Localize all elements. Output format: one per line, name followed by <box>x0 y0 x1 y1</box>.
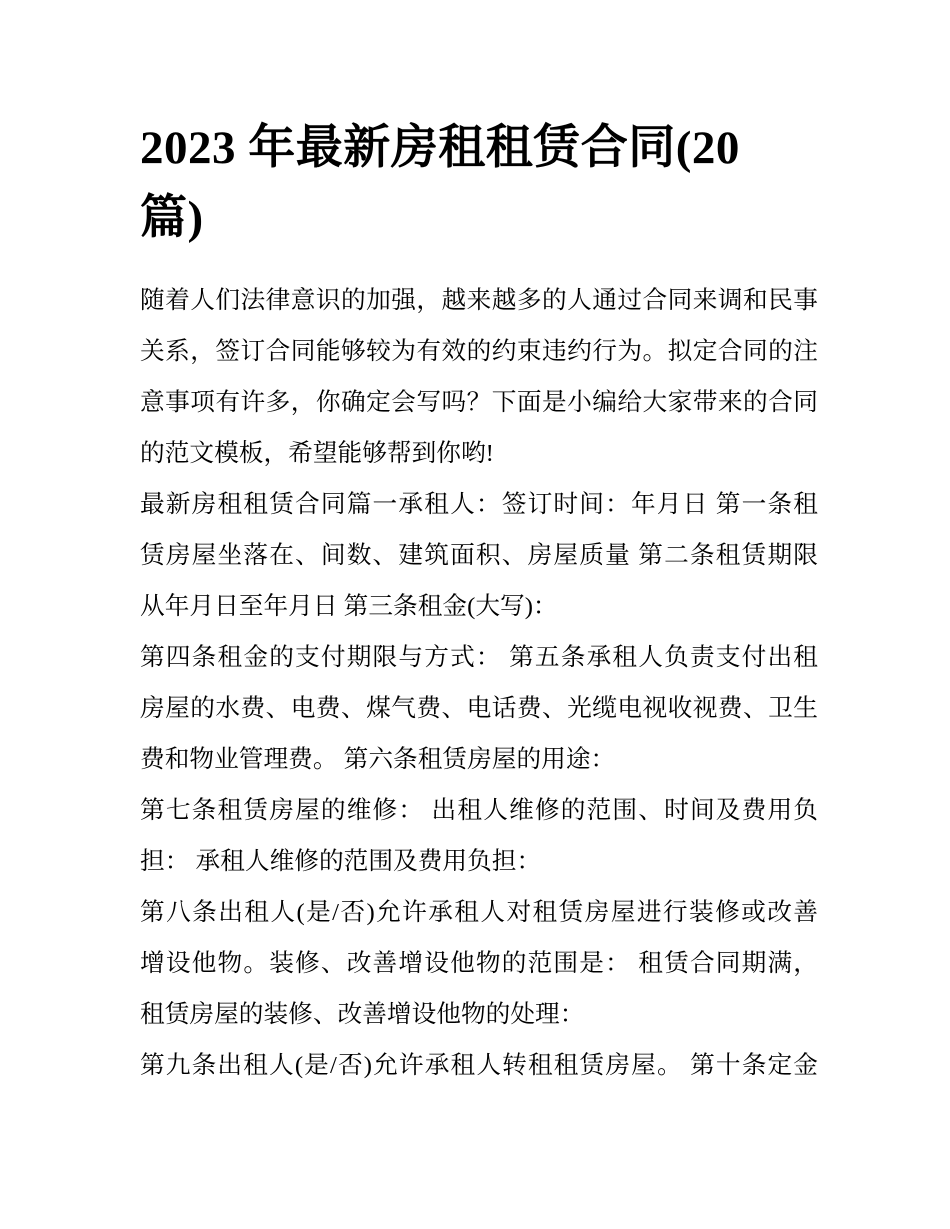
document-title <box>140 113 818 253</box>
text-line: 关系，签订合同能够较为有效的约束违约行为。拟定合同的注 <box>140 338 818 365</box>
text-line: 担： 承租人维修的范围及费用负担： <box>140 848 542 875</box>
text-line: 赁房屋坐落在、间数、建筑面积、房屋质量 第二条租赁期限 <box>140 542 818 569</box>
title-line-2: 篇) <box>140 192 204 244</box>
text-line: 最新房租租赁合同篇一承租人：签订时间：年月日 第一条租 <box>140 491 818 518</box>
paragraph-articles-1-3 <box>140 479 818 632</box>
text-line: 第九条出租人(是/否)允许承租人转租租赁房屋。 第十条定金 <box>140 1052 818 1079</box>
document-body <box>140 275 818 1091</box>
text-line: 从年月日至年月日 第三条租金(大写)： <box>140 593 558 620</box>
text-line: 的范文模板，希望能够帮到你哟! <box>140 440 494 467</box>
text-line: 增设他物。装修、改善增设他物的范围是： 租赁合同期满， <box>140 950 818 977</box>
text-line: 租赁房屋的装修、改善增设他物的处理： <box>140 1001 585 1028</box>
paragraph-articles-9-10 <box>140 1040 818 1091</box>
text-line: 随着人们法律意识的加强，越来越多的人通过合同来调和民事 <box>140 287 818 314</box>
title-line-1: 2023 年最新房租租赁合同(20 <box>140 122 740 174</box>
text-line: 房屋的水费、电费、煤气费、电话费、光缆电视收视费、卫生 <box>140 695 818 722</box>
paragraph-article-7 <box>140 785 818 887</box>
text-line: 费和物业管理费。 第六条租赁房屋的用途： <box>140 746 616 773</box>
paragraph-article-8 <box>140 887 818 1040</box>
text-line: 第七条租赁房屋的维修： 出租人维修的范围、时间及费用负 <box>140 797 818 824</box>
text-line: 第四条租金的支付期限与方式： 第五条承租人负责支付出租 <box>140 644 818 671</box>
paragraph-intro <box>140 275 818 479</box>
text-line: 意事项有许多，你确定会写吗？下面是小编给大家带来的合同 <box>140 389 818 416</box>
paragraph-articles-4-6 <box>140 632 818 785</box>
text-line: 第八条出租人(是/否)允许承租人对租赁房屋进行装修或改善 <box>140 899 818 926</box>
